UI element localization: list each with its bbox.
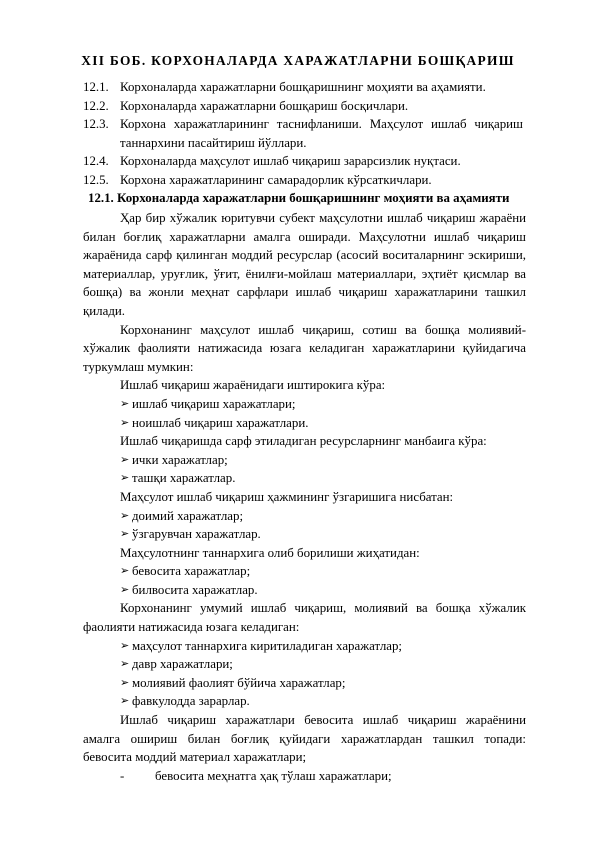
list-item: [83, 562, 526, 581]
arrow-bullet-icon: ➢: [120, 509, 130, 522]
toc-item: [83, 97, 523, 116]
paragraph: Ҳар бир хўжалик юритувчи субект маҳсулотни ишлаб чиқариш жараёни билан боғлиқ харажатларни амалга оширади. Маҳсулотни ишлаб чиқариш жараёнида сарф қилинган моддий ресурслар (асосий воситаларнинг эскириши, материаллар, уруғлик, ўғит, ёнилғи-мойлаш материаллари, эҳтиёт қисмлар ва бошқа) ва жонли меҳнат сарфлари ишлаб чиқариш харажатларини ташкил қилади.: [83, 211, 526, 318]
list-item-text: давр харажатлари;: [132, 657, 233, 672]
arrow-bullet-icon: ➢: [120, 583, 130, 596]
toc-item: [83, 171, 523, 190]
list-item-text: ишлаб чиқариш харажатлари;: [132, 396, 296, 411]
list-item: [83, 637, 526, 656]
arrow-bullet-icon: ➢: [120, 565, 130, 578]
list-item: [83, 469, 526, 488]
arrow-bullet-icon: ➢: [120, 695, 130, 708]
arrow-bullet-icon: ➢: [120, 416, 130, 429]
group-heading: Ишлаб чиқаришда сарф этиладиган ресурсларнинг манбаига кўра:: [120, 434, 487, 449]
list-item: [83, 674, 526, 693]
list-item: [83, 767, 526, 786]
toc-text: Корхона харажатларининг таснифланиши. Маҳсулот ишлаб чиқариш таннархини пасайтириш йўллари.: [120, 117, 523, 150]
group-heading: Маҳсулотнинг таннархига олиб борилиши жиҳатидан:: [120, 545, 420, 560]
list-item: [83, 451, 526, 470]
paragraph: Ишлаб чиқариш харажатлари бевосита ишлаб чиқариш жараёнини амалга ошириш билан боғлиқ қуйидаги харажатлардан ташкил топади: бевосита моддий материал харажатлари;: [83, 713, 526, 765]
list-item: [83, 414, 526, 433]
paragraph: Корхонанинг маҳсулот ишлаб чиқариш, сотиш ва бошқа молиявий-хўжалик фаолияти натижасида юзага келадиган харажатларини қуйидагича туркумлаш мумкин:: [83, 322, 526, 374]
toc-number: 12.5.: [83, 172, 109, 187]
list-item: [83, 655, 526, 674]
table-of-contents: [83, 78, 523, 190]
toc-number: 12.2.: [83, 98, 109, 113]
list-item-text: маҳсулот таннархига киритиладиган харажатлар;: [132, 638, 403, 653]
body-text: [83, 209, 526, 785]
arrow-bullet-icon: ➢: [120, 472, 130, 485]
section-heading: 12.1. Корхоналарда харажатларни бошқаришнинг моҳияти ва аҳамияти: [88, 191, 510, 205]
toc-text: Корхоналарда харажатларни бошқариш босқичлари.: [120, 98, 409, 113]
toc-text: Корхоналарда харажатларни бошқаришнинг моҳияти ва аҳамияти.: [120, 80, 486, 94]
list-item: [83, 507, 526, 526]
list-item-text: доимий харажатлар;: [132, 508, 244, 523]
arrow-bullet-icon: ➢: [120, 397, 130, 410]
arrow-bullet-icon: ➢: [120, 453, 130, 466]
arrow-bullet-icon: ➢: [120, 658, 130, 671]
paragraph: Корхонанинг умумий ишлаб чиқариш, молиявий ва бошқа хўжалик фаолияти натижасида юзага келадиган:: [83, 601, 526, 635]
group-heading: Маҳсулот ишлаб чиқариш ҳажмининг ўзгаришига нисбатан:: [120, 489, 454, 504]
toc-number: 12.3.: [83, 117, 109, 132]
toc-item: [83, 78, 523, 97]
list-item-text: молиявий фаолият бўйича харажатлар;: [132, 675, 346, 690]
list-item: [83, 692, 526, 711]
list-item-text: ноишлаб чиқариш харажатлари.: [132, 415, 309, 430]
toc-item: [83, 152, 523, 171]
list-item-text: ташқи харажатлар.: [132, 471, 236, 486]
list-item-text: бевосита харажатлар;: [132, 564, 251, 579]
list-item: [83, 581, 526, 600]
toc-text: Корхона харажатларининг самарадорлик кўрсаткичлари.: [120, 172, 432, 187]
toc-number: 12.4.: [83, 154, 109, 169]
chapter-title: XII БОБ. КОРХОНАЛАРДА ХАРАЖАТЛАРНИ БОШҚАРИШ: [81, 53, 515, 68]
list-item-text: билвосита харажатлар.: [132, 582, 258, 597]
list-item: [83, 395, 526, 414]
list-item-text: ички харажатлар;: [132, 452, 228, 467]
list-item: [83, 525, 526, 544]
group-heading: Ишлаб чиқариш жараёнидаги иштирокига кўра:: [120, 378, 386, 393]
arrow-bullet-icon: ➢: [120, 639, 130, 652]
toc-item: [83, 115, 523, 152]
dash-bullet-icon: -: [120, 768, 125, 783]
list-item-text: ўзгарувчан харажатлар.: [132, 527, 261, 542]
list-item-text: бевосита меҳнатга ҳақ тўлаш харажатлари;: [155, 768, 392, 783]
arrow-bullet-icon: ➢: [120, 528, 130, 541]
toc-number: 12.1.: [83, 80, 109, 94]
list-item-text: фавкулодда зарарлар.: [132, 694, 250, 709]
toc-text: Корхоналарда маҳсулот ишлаб чиқариш зарарсизлик нуқтаси.: [120, 154, 461, 169]
arrow-bullet-icon: ➢: [120, 676, 130, 689]
